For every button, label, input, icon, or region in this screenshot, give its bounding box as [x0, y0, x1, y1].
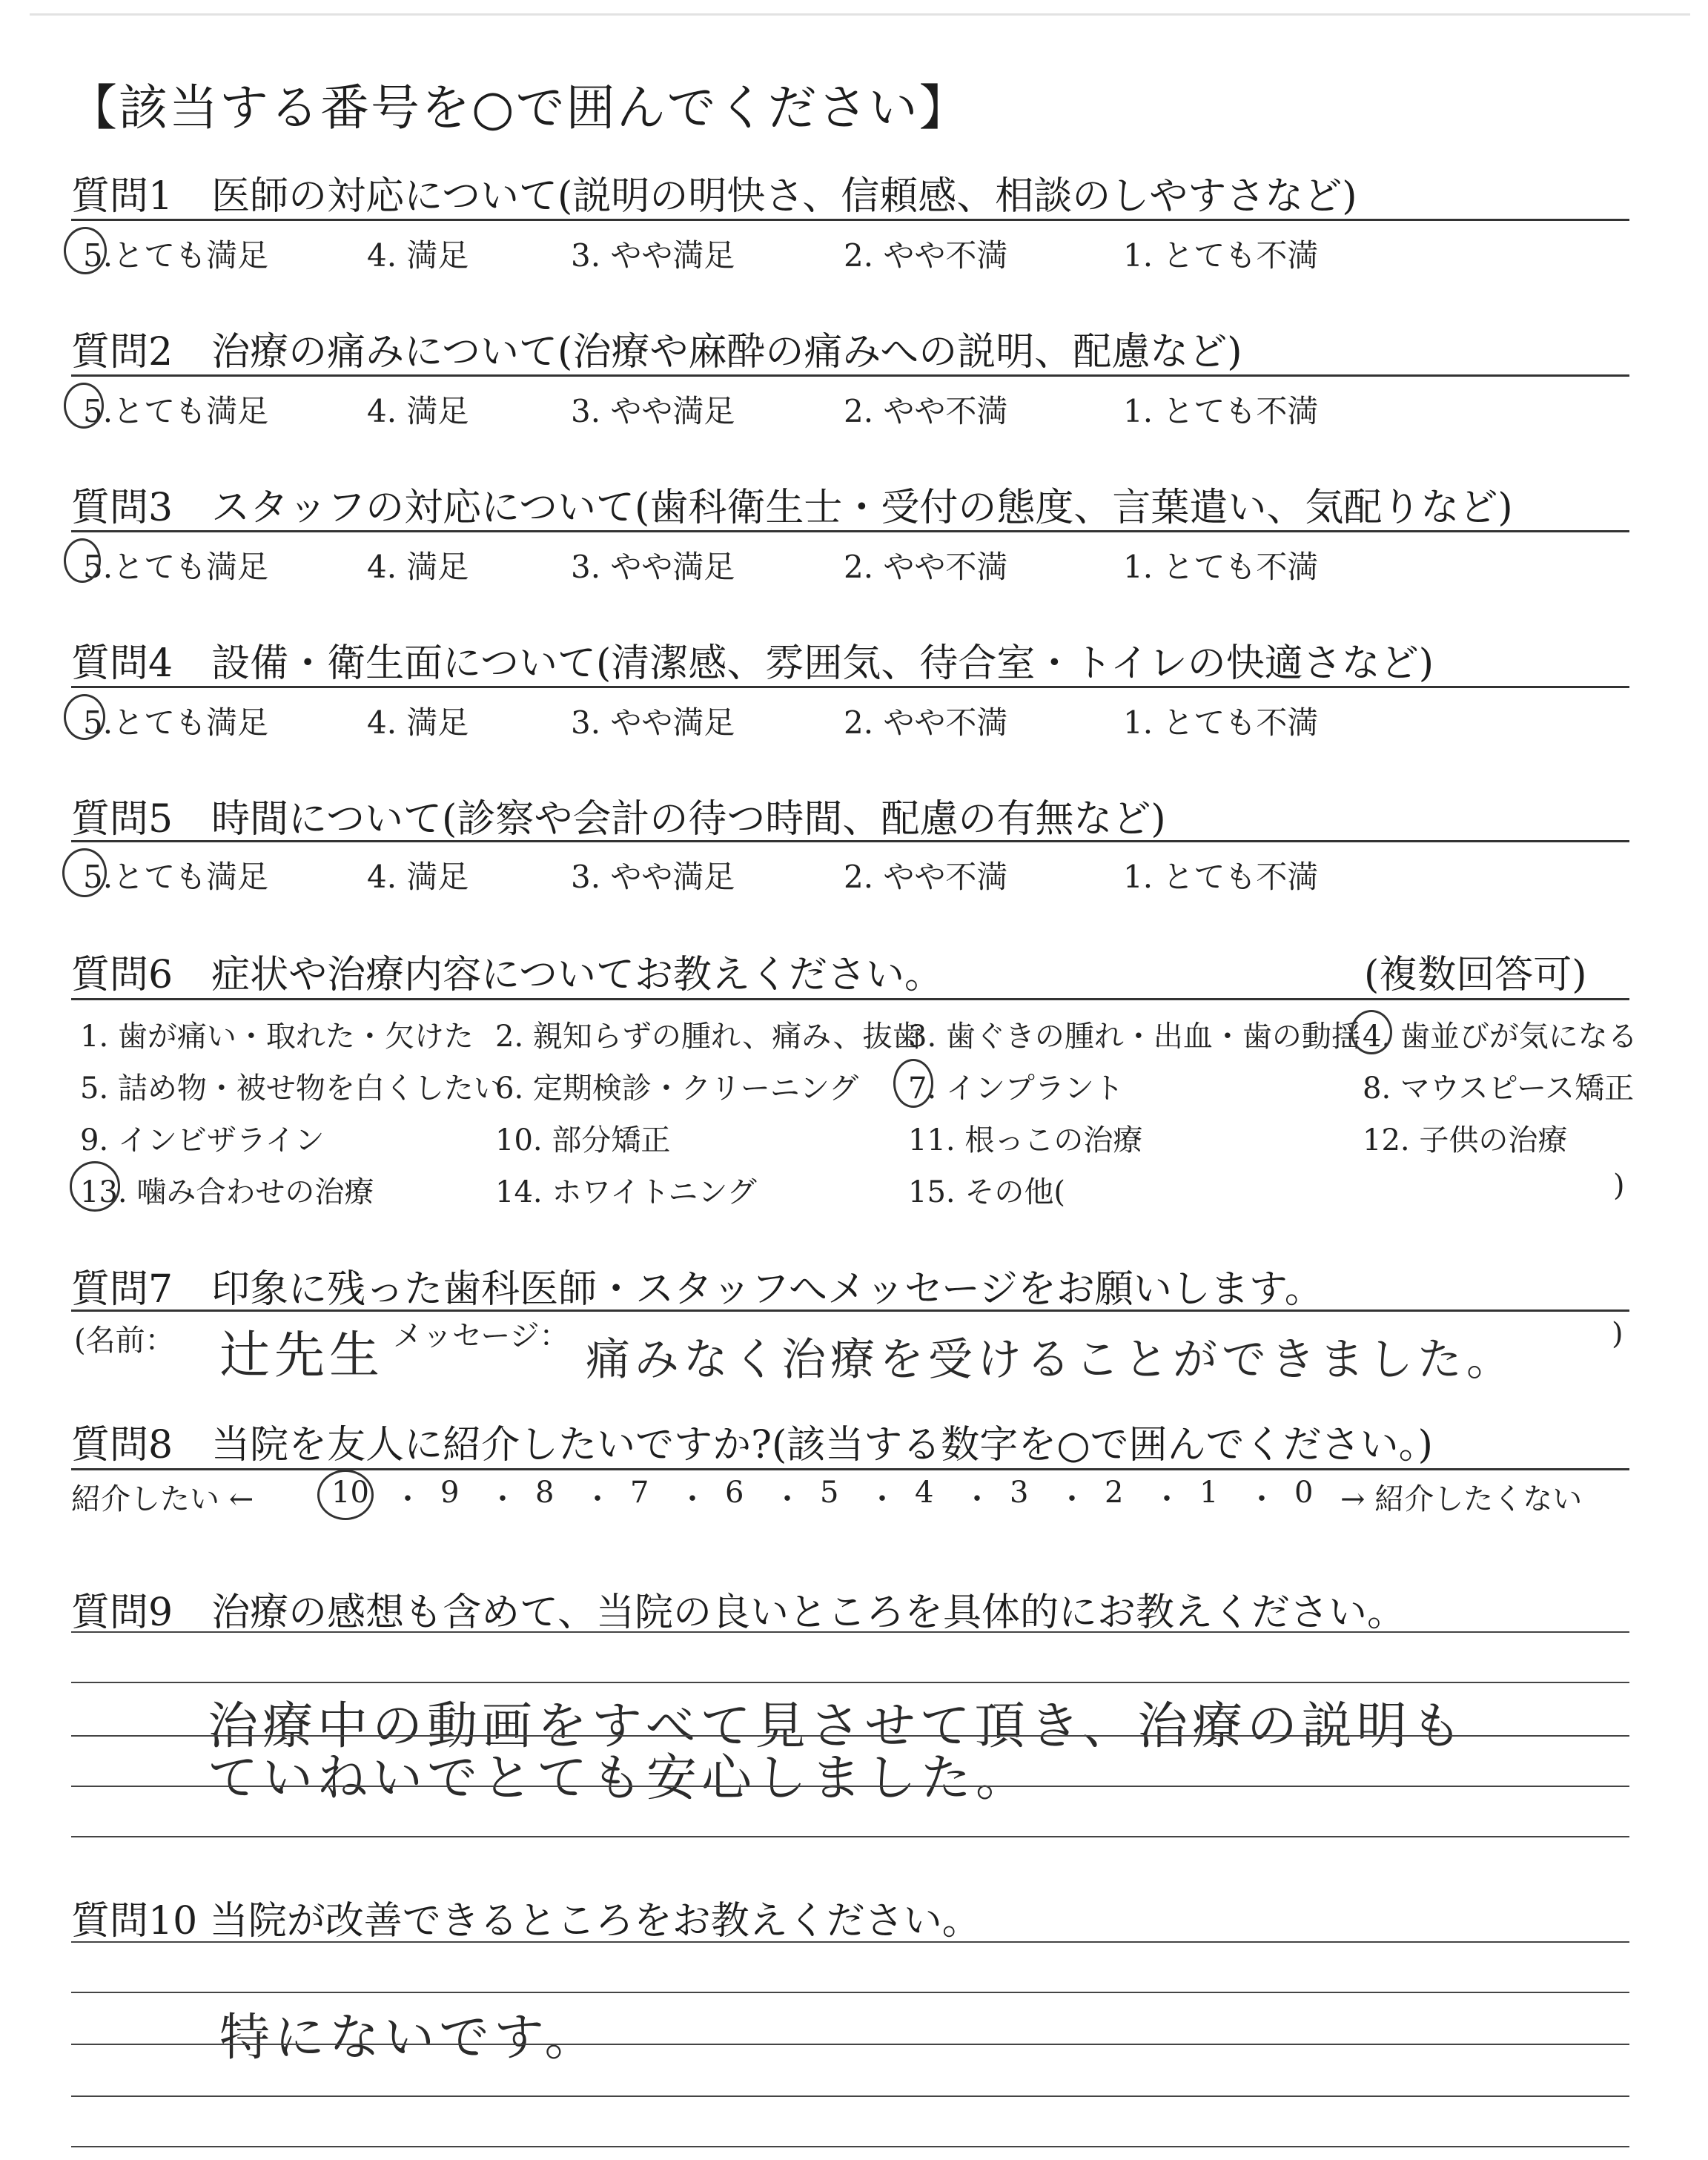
q8-scale-2[interactable]: 2	[1105, 1476, 1124, 1510]
q1-selection-circle	[64, 227, 107, 274]
q8-dot-4: ・	[678, 1482, 707, 1516]
q6-item-15-close: )	[1613, 1169, 1625, 1203]
q3-option-1[interactable]: 1. とても不満	[1123, 549, 1319, 585]
q5-option-1[interactable]: 1. とても不満	[1123, 859, 1319, 895]
q8-dot-5: ・	[772, 1482, 802, 1516]
q8-scale-6[interactable]: 6	[725, 1476, 744, 1510]
q4-option-4[interactable]: 4. 満足	[367, 704, 469, 741]
q2-option-2[interactable]: 2. やや不満	[844, 393, 1008, 429]
q4-selection-circle	[64, 694, 105, 740]
question-8-rule	[71, 1468, 1629, 1470]
question-1-rule	[71, 219, 1629, 221]
q6-item-4-selection-circle	[1351, 1010, 1392, 1054]
q9-answer-line-1[interactable]: 治療中の動画をすべて見させて頂き、治療の説明も	[208, 1697, 1466, 1756]
q3-option-2[interactable]: 2. やや不満	[844, 549, 1008, 585]
q8-dot-9: ・	[1152, 1482, 1182, 1516]
q1-option-3[interactable]: 3. やや満足	[571, 237, 735, 274]
q3-option-4[interactable]: 4. 満足	[367, 549, 469, 585]
question-8-title: 質問8 当院を友人に紹介したいですか?(該当する数字を○で囲んでください。)	[71, 1423, 1433, 1467]
question-7-title: 質問7 印象に残った歯科医師・スタッフへメッセージをお願いします。	[71, 1267, 1323, 1312]
q8-selection-circle	[317, 1470, 374, 1520]
q6-item-12[interactable]: 12. 子供の治療	[1363, 1123, 1568, 1157]
q9-line-2	[71, 1682, 1629, 1683]
question-10-title: 質問10 当院が改善できるところをお教えください。	[71, 1899, 981, 1943]
q5-selection-circle	[62, 848, 107, 897]
q7-close-paren: )	[1612, 1317, 1623, 1351]
q6-item-13-selection-circle	[70, 1161, 120, 1212]
q7-message-label: メッセージ：	[393, 1319, 569, 1353]
question-2-title: 質問2 治療の痛みについて(治療や麻酔の痛みへの説明、配慮など)	[71, 330, 1242, 374]
q2-selection-circle	[64, 383, 104, 429]
question-6-title: 質問6 症状や治療内容についてお教えください。	[71, 953, 944, 997]
q2-option-5[interactable]: 5.とても満足	[83, 393, 269, 429]
top-border	[30, 13, 1690, 16]
q10-line-4	[71, 2095, 1629, 2097]
q8-dot-6: ・	[867, 1482, 897, 1516]
q8-right-label: → 紹介したくない	[1340, 1482, 1583, 1516]
q3-option-5[interactable]: 5.とても満足	[83, 549, 269, 585]
q5-option-4[interactable]: 4. 満足	[367, 859, 469, 895]
q8-scale-0[interactable]: 0	[1294, 1476, 1314, 1510]
q2-option-3[interactable]: 3. やや満足	[571, 393, 735, 429]
q9-answer-line-2[interactable]: ていねいでとても安心しました。	[208, 1749, 1031, 1808]
q6-item-14[interactable]: 14. ホワイトニング	[495, 1175, 757, 1209]
q1-option-4[interactable]: 4. 満足	[367, 237, 469, 274]
q9-line-3	[71, 1735, 1629, 1737]
q9-line-4	[71, 1786, 1629, 1787]
q7-name-handwritten[interactable]: 辻先生	[219, 1327, 385, 1385]
q8-scale-9[interactable]: 9	[440, 1476, 460, 1510]
q8-dot-10: ・	[1247, 1482, 1277, 1516]
q10-line-5	[71, 2146, 1629, 2147]
question-2-rule	[71, 374, 1629, 377]
question-5-rule	[71, 840, 1629, 842]
question-5-title: 質問5 時間について(診察や会計の待つ時間、配慮の有無など)	[71, 797, 1166, 842]
q6-item-7-selection-circle	[893, 1059, 933, 1108]
q6-item-10[interactable]: 10. 部分矯正	[495, 1123, 671, 1157]
q8-dot-3: ・	[583, 1482, 612, 1516]
q8-left-label: 紹介したい ←	[71, 1482, 254, 1516]
q8-scale-8[interactable]: 8	[535, 1476, 555, 1510]
q6-item-7[interactable]: 7. インプラント	[908, 1071, 1124, 1106]
q6-item-2[interactable]: 2. 親知らずの腫れ、痛み、抜歯	[495, 1020, 922, 1054]
question-6-rule	[71, 998, 1629, 1000]
q10-line-2	[71, 1992, 1629, 1993]
q1-option-2[interactable]: 2. やや不満	[844, 237, 1008, 274]
q8-dot-7: ・	[962, 1482, 992, 1516]
question-3-rule	[71, 530, 1629, 532]
q5-option-5[interactable]: 5.とても満足	[83, 859, 269, 895]
question-6-note: (複数回答可)	[1364, 953, 1587, 997]
q8-scale-4[interactable]: 4	[915, 1476, 934, 1510]
q6-item-4[interactable]: 4. 歯並びが気になる	[1363, 1020, 1638, 1054]
q4-option-3[interactable]: 3. やや満足	[571, 704, 735, 741]
q8-scale-3[interactable]: 3	[1010, 1476, 1029, 1510]
q5-option-2[interactable]: 2. やや不満	[844, 859, 1008, 895]
q3-option-3[interactable]: 3. やや満足	[571, 549, 735, 585]
q6-item-9[interactable]: 9. インビザライン	[80, 1123, 325, 1157]
q6-item-1[interactable]: 1. 歯が痛い・取れた・欠けた	[80, 1020, 474, 1054]
question-4-title: 質問4 設備・衛生面について(清潔感、雰囲気、待合室・トイレの快適さなど)	[71, 641, 1434, 686]
q8-dot-8: ・	[1057, 1482, 1087, 1516]
q4-option-2[interactable]: 2. やや不満	[844, 704, 1008, 741]
question-9-title: 質問9 治療の感想も含めて、当院の良いところを具体的にお教えください。	[71, 1591, 1406, 1635]
q6-item-13[interactable]: 13. 噛み合わせの治療	[80, 1175, 374, 1209]
q8-scale-10[interactable]: 10	[331, 1476, 369, 1510]
q6-item-8[interactable]: 8. マウスピース矯正	[1363, 1071, 1635, 1106]
q1-option-1[interactable]: 1. とても不満	[1123, 237, 1319, 274]
q10-answer[interactable]: 特にないです。	[219, 2009, 600, 2067]
question-1-title: 質問1 医師の対応について(説明の明快さ、信頼感、相談のしやすさなど)	[71, 174, 1357, 219]
q8-scale-5[interactable]: 5	[820, 1476, 839, 1510]
q6-item-6[interactable]: 6. 定期検診・クリーニング	[495, 1071, 859, 1106]
q6-item-5[interactable]: 5. 詰め物・被せ物を白くしたい	[80, 1071, 503, 1106]
q4-option-1[interactable]: 1. とても不満	[1123, 704, 1319, 741]
q1-option-5[interactable]: 5.とても満足	[83, 237, 269, 274]
q10-line-1	[71, 1941, 1629, 1943]
question-7-rule	[71, 1309, 1629, 1312]
q6-item-11[interactable]: 11. 根っこの治療	[908, 1123, 1143, 1157]
question-4-rule	[71, 686, 1629, 688]
q5-option-3[interactable]: 3. やや満足	[571, 859, 735, 895]
q8-scale-7[interactable]: 7	[630, 1476, 649, 1510]
q9-line-5	[71, 1836, 1629, 1837]
q4-option-5[interactable]: 5.とても満足	[83, 704, 269, 741]
question-3-title: 質問3 スタッフの対応について(歯科衛生士・受付の態度、言葉遣い、気配りなど)	[71, 486, 1513, 530]
q8-dot-2: ・	[488, 1482, 517, 1516]
q6-item-15[interactable]: 15. その他(	[908, 1175, 1065, 1209]
q8-scale-1[interactable]: 1	[1199, 1476, 1219, 1510]
q6-item-3[interactable]: 3. 歯ぐきの腫れ・出血・歯の動揺	[908, 1020, 1361, 1054]
q8-dot-1: ・	[393, 1482, 423, 1516]
page-title: 【該当する番号を○で囲んでください】	[68, 79, 970, 136]
q10-line-3	[71, 2044, 1629, 2045]
q2-option-1[interactable]: 1. とても不満	[1123, 393, 1319, 429]
q9-line-1	[71, 1631, 1629, 1633]
q3-selection-circle	[64, 538, 101, 583]
q7-message-handwritten[interactable]: 痛みなく治療を受けることができました。	[586, 1334, 1515, 1386]
q7-name-label: (名前：	[74, 1324, 175, 1358]
q2-option-4[interactable]: 4. 満足	[367, 393, 469, 429]
